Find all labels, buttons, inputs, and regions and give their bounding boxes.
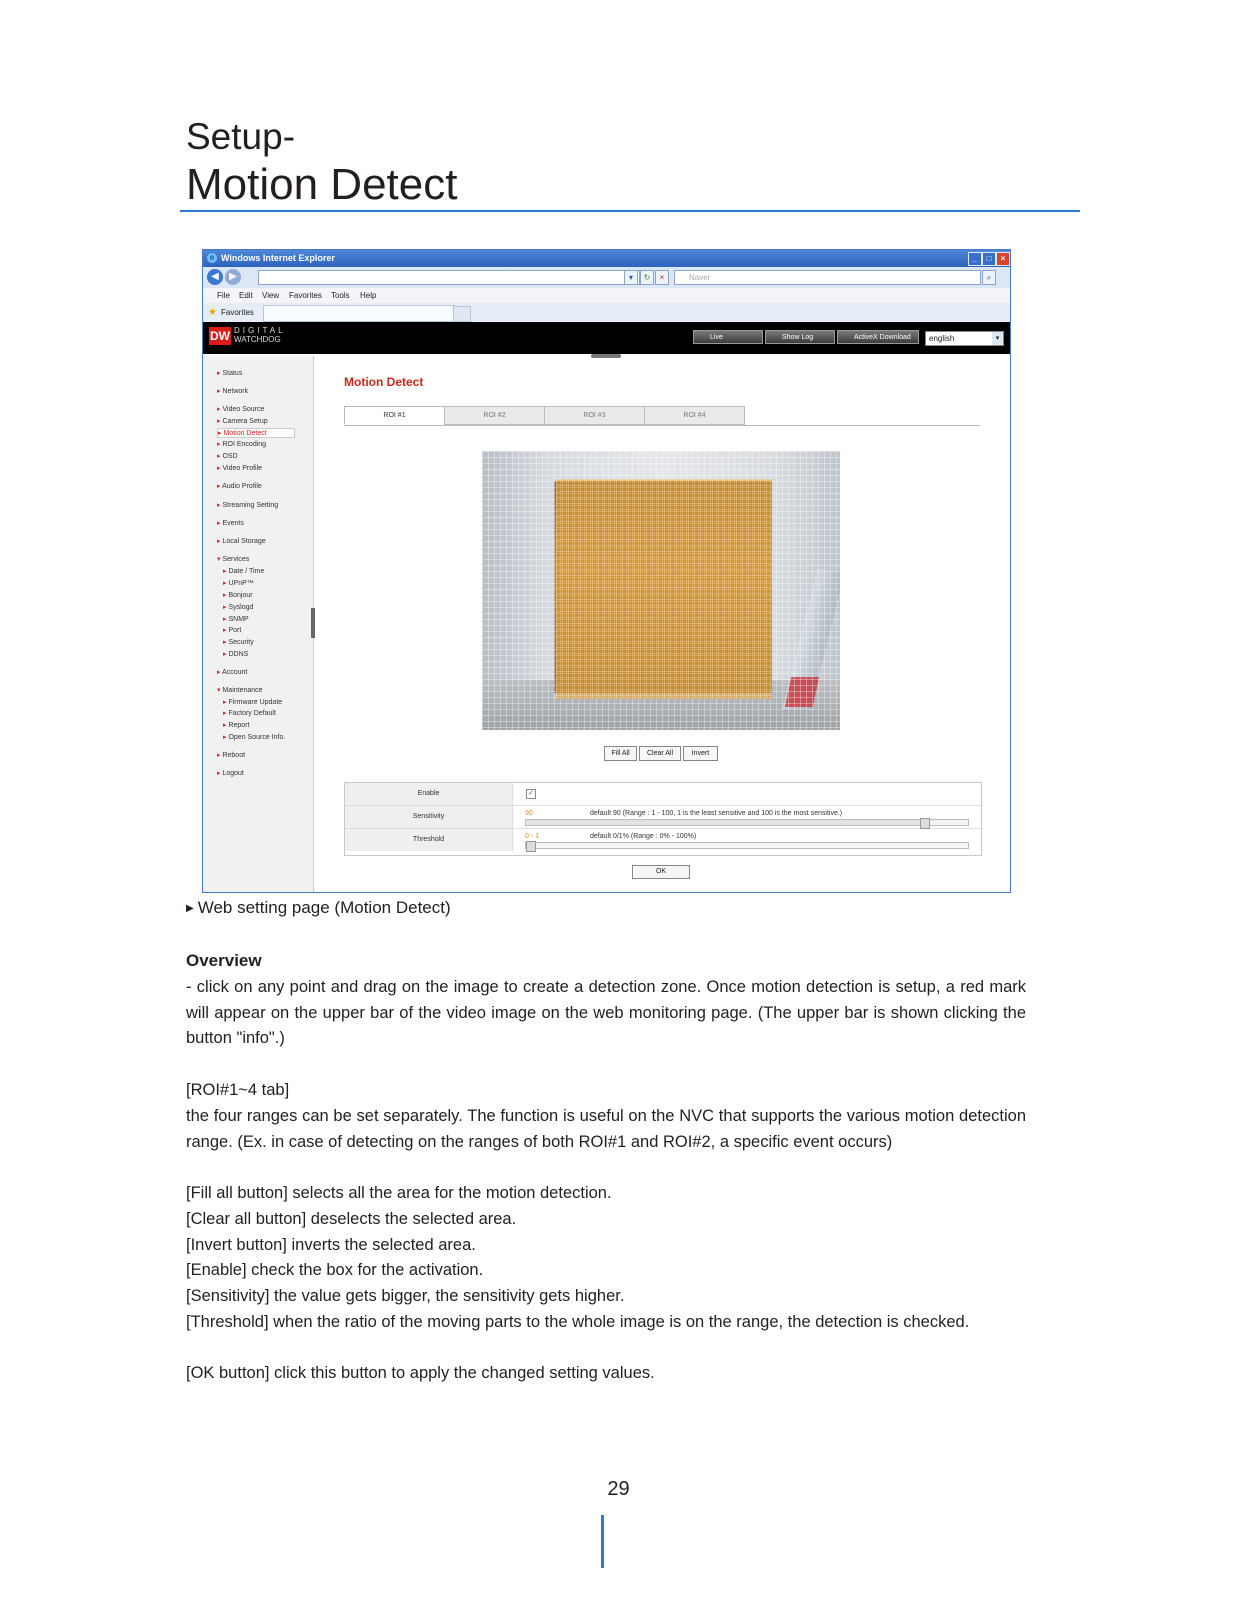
search-icon[interactable]: ⌕ (982, 270, 996, 285)
caption-bullet-icon: ▶ (186, 903, 194, 914)
search-input[interactable]: Naver (674, 270, 981, 285)
sensitivity-fill (526, 820, 924, 825)
section-heading-setup: Setup- (186, 116, 296, 157)
enable-checkbox[interactable]: ✓ (526, 789, 536, 799)
clear-all-note: [Clear all button] deselects the selected area. (186, 1210, 517, 1228)
address-input[interactable] (258, 270, 640, 285)
threshold-label: Threshold (345, 829, 513, 851)
ie-logo-icon: e (207, 253, 217, 263)
page-title: Motion Detect (344, 375, 424, 389)
sensitivity-row (345, 806, 981, 829)
section-heading-motion-detect: Motion Detect (186, 160, 458, 209)
threshold-info: default 0/1% (Range : 0% - 100%) (590, 833, 697, 840)
new-tab-button[interactable] (453, 306, 471, 322)
tab-roi-2[interactable]: ROI #2 (444, 406, 545, 425)
favorites-label[interactable]: Favorites (221, 308, 254, 317)
browser-titlebar (203, 250, 1010, 267)
page-number-rule (601, 1515, 604, 1568)
tab-roi-4[interactable]: ROI #4 (644, 406, 745, 425)
favorites-star-icon[interactable]: ★ (208, 307, 217, 318)
sensitivity-info: default 90 (Range : 1 - 100, 1 is the least sensitive and 100 is the most sensitive.) (590, 810, 843, 817)
overview-heading: Overview (186, 951, 262, 970)
roi-tab-paragraph: the four ranges can be set separately. The function is useful on the NVC that supports the various motion detection range. (Ex. in case of detecting on the ranges of both ROI#1 and ROI#2, a specific event occurs) (186, 1107, 1026, 1151)
sidebar-item-bonjour[interactable]: ▸ Bonjour (223, 592, 253, 599)
sidebar-item-streaming-setting[interactable]: ▸ Streaming Setting (217, 502, 279, 509)
sidebar-item-maintenance[interactable]: ▾ Maintenance (217, 687, 263, 694)
detection-zone[interactable] (556, 479, 772, 699)
minimize-icon[interactable]: _ (968, 252, 982, 266)
browser-tab[interactable] (263, 305, 455, 322)
language-select[interactable]: english ▾ (925, 331, 1004, 346)
chevron-down-icon: ▾ (992, 332, 1003, 345)
tab-roi-1[interactable]: ROI #1 (344, 406, 445, 425)
sidebar-item-services[interactable]: ▾ Services (217, 556, 250, 563)
activex-download-button[interactable]: ActiveX Download (837, 330, 919, 344)
menu-bar (203, 288, 1010, 303)
menu-file[interactable]: File (217, 291, 230, 300)
address-dropdown-icon[interactable]: ▾ (624, 270, 638, 285)
clear-all-button[interactable]: Clear All (639, 746, 681, 761)
brand-top: DIGITAL (234, 326, 286, 335)
sidebar-item-osd[interactable]: ▸ OSD (217, 453, 238, 460)
app-header (203, 322, 1010, 354)
sidebar-item-motion-detect[interactable]: ▸ Motion Detect (217, 428, 295, 438)
sidebar-item-local-storage[interactable]: ▸ Local Storage (217, 538, 266, 545)
overview-paragraph: - click on any point and drag on the image to create a detection zone. Once motion detection is setup, a red mark will appear on the upper bar of the video image on the web monitoring page. (The upper bar is shown clicking the button "info".) (186, 978, 1026, 1047)
sidebar-item-syslogd[interactable]: ▸ Syslogd (223, 604, 254, 611)
stop-icon[interactable]: × (655, 270, 669, 285)
threshold-note: [Threshold] when the ratio of the moving parts to the whole image is on the range, the detection is checked. (186, 1313, 970, 1331)
sidebar-item-date-time[interactable]: ▸ Date / Time (223, 568, 265, 575)
sidebar-item-upnp[interactable]: ▸ UPnP™ (223, 580, 254, 587)
show-log-button[interactable]: Show Log (765, 330, 835, 344)
menu-favorites[interactable]: Favorites (289, 291, 322, 300)
roi-tabs (344, 406, 980, 426)
address-bar-row (203, 267, 1010, 288)
sidebar-item-reboot[interactable]: ▸ Reboot (217, 752, 246, 759)
dw-logo: DW (210, 329, 230, 343)
sensitivity-slider-handle[interactable] (920, 818, 930, 829)
sidebar-item-camera-setup[interactable]: ▸ Camera Setup (217, 418, 268, 425)
sidebar-item-snmp[interactable]: ▸ SNMP (223, 616, 249, 623)
tab-roi-3[interactable]: ROI #3 (544, 406, 645, 425)
menu-view[interactable]: View (262, 291, 280, 300)
ok-button-note: [OK button] click this button to apply the changed setting values. (186, 1364, 655, 1382)
brand-bottom: WATCHDOG (234, 335, 281, 344)
heading-rule (180, 210, 1080, 212)
sensitivity-value: 90 (525, 810, 533, 817)
sidebar-item-open-source-info[interactable]: ▸ Open Source Info. (223, 734, 286, 741)
settings-table (344, 782, 982, 856)
sensitivity-slider[interactable] (525, 819, 969, 826)
invert-button[interactable]: Invert (683, 746, 718, 761)
sidebar-item-status[interactable]: ▸ Status (217, 370, 243, 377)
sidebar-item-account[interactable]: ▸ Account (217, 669, 248, 676)
page-number: 29 (607, 1478, 630, 1500)
enable-label: Enable (345, 783, 513, 805)
sensitivity-note: [Sensitivity] the value gets bigger, the sensitivity gets higher. (186, 1287, 625, 1305)
sidebar-item-report[interactable]: ▸ Report (223, 722, 250, 729)
sidebar-item-network[interactable]: ▸ Network (217, 388, 249, 395)
fill-all-note: [Fill all button] selects all the area for the motion detection. (186, 1184, 612, 1202)
camera-preview[interactable] (482, 451, 840, 730)
sidebar-item-port[interactable]: ▸ Port (223, 627, 242, 634)
sidebar-item-ddns[interactable]: ▸ DDNS (223, 651, 249, 658)
sensitivity-label: Sensitivity (345, 806, 513, 828)
enable-note: [Enable] check the box for the activation. (186, 1261, 484, 1279)
caption-text: Web setting page (Motion Detect) (197, 898, 451, 917)
fill-all-button[interactable]: Fill All (604, 746, 637, 761)
refresh-icon[interactable]: ↻ (640, 270, 654, 285)
sidebar-item-video-source[interactable]: ▸ Video Source (217, 406, 265, 413)
roi-tab-heading: [ROI#1~4 tab] (186, 1081, 290, 1099)
enable-row (345, 783, 981, 806)
collapse-handle[interactable] (591, 354, 621, 358)
sidebar (203, 356, 314, 892)
ok-button[interactable]: OK (632, 865, 690, 879)
sidebar-item-roi-encoding[interactable]: ▸ ROI Encoding (217, 441, 267, 448)
menu-edit[interactable]: Edit (239, 291, 253, 300)
figure-caption (186, 898, 451, 918)
browser-title: Windows Internet Explorer (221, 253, 335, 263)
maximize-icon[interactable]: □ (982, 252, 996, 266)
browser-screenshot (202, 249, 1011, 893)
threshold-slider[interactable] (525, 842, 969, 849)
sidebar-item-audio-profile[interactable]: ▸ Audio Profile (217, 483, 262, 490)
menu-tools[interactable]: Tools (331, 291, 350, 300)
brand-text (234, 326, 286, 344)
favorites-bar (203, 303, 1010, 323)
menu-help[interactable]: Help (360, 291, 377, 300)
sidebar-item-security[interactable]: ▸ Security (223, 639, 254, 646)
invert-note: [Invert button] inverts the selected area. (186, 1236, 476, 1254)
sidebar-item-factory-default[interactable]: ▸ Factory Default (223, 710, 276, 717)
threshold-value: 0 - 1 (525, 833, 540, 840)
sidebar-item-video-profile[interactable]: ▸ Video Profile (217, 465, 263, 472)
live-button[interactable]: Live (693, 330, 763, 344)
sidebar-item-events[interactable]: ▸ Events (217, 520, 244, 527)
back-icon[interactable]: ◀ (207, 269, 223, 285)
close-icon[interactable]: × (996, 252, 1010, 266)
forward-icon[interactable]: ▶ (225, 269, 241, 285)
sidebar-item-firmware-update[interactable]: ▸ Firmware Update (223, 699, 283, 706)
threshold-row (345, 829, 981, 851)
sidebar-collapse-handle[interactable] (311, 608, 315, 638)
threshold-slider-handle[interactable] (526, 841, 536, 852)
sidebar-item-logout[interactable]: ▸ Logout (217, 770, 244, 777)
